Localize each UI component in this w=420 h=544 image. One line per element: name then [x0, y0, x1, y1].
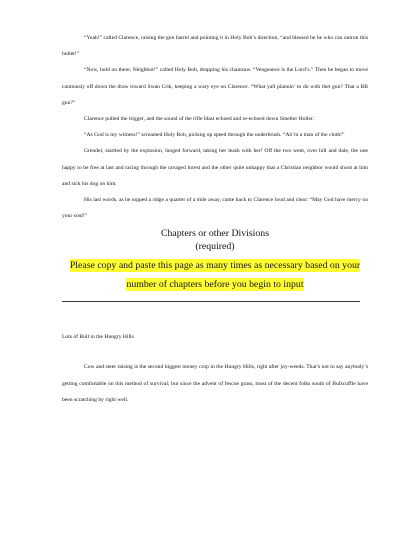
divider-required-note: (required) [195, 241, 235, 253]
story-excerpt [62, 30, 368, 224]
divider-instruction [62, 255, 368, 293]
chapter-title: Lots of Bull in the Hungry Hills [62, 334, 134, 341]
divider-heading: Chapters or other Divisions [160, 228, 270, 240]
instruction-line: number of chapters before you begin to input [126, 279, 304, 291]
instruction-line: Please copy and paste this page as many times as necessary based on your [69, 260, 361, 272]
paragraph: Clarence pulled the trigger, and the sound of the rifle blast echoed and re-echoed down Smelter Holler. [84, 116, 314, 123]
chapter-divider-section [62, 227, 368, 302]
divider-rule [62, 301, 360, 302]
chapter-body [62, 331, 368, 408]
paragraph: “Yeah!” called Clarence, raising the gun barrel and pointing it in Holy Bob’s direction, “and blessed be he who can outrun this bullet!” [62, 35, 368, 58]
paragraph: His last words, as he topped a ridge a quarter of a mile away, came back to Clarence loud and clear: “May God have mercy on your soul!” [62, 197, 368, 220]
paragraph: Cow and steer raising is the second biggest money crop in the Hungry Hills, right after joy-weeds. That’s not to say anybody’s getting comfortable on this method of survival; but since the advent of fescue grass, most of the decent folks south of Bufscuffle have been scratching by right well. [62, 364, 368, 403]
paragraph: “As God is my witness!” screamed Holy Bob, picking up speed through the underbrush. “Ah’m a man of the cloth!” [84, 132, 345, 139]
paragraph: “Now, hold on there, Neighbor!” called Holy Bob, dropping his chainsaw. “Vengeance is the Lord’s.” Then he began to move cautiously off down the draw toward Swan Crik, keeping a wary eye on Clarence. “What yall plannin’ to do with thet gun? That a BB gun?” [62, 67, 368, 106]
paragraph: Grendel, startled by the explosion, lunged forward, taking her leash with her! Off the two went, over hill and dale, the one happy to be free at last and racing through the ravaged forest and the other quite unhappy that a Christian neighbor would shoot at him and sick his dog on him. [62, 148, 368, 187]
